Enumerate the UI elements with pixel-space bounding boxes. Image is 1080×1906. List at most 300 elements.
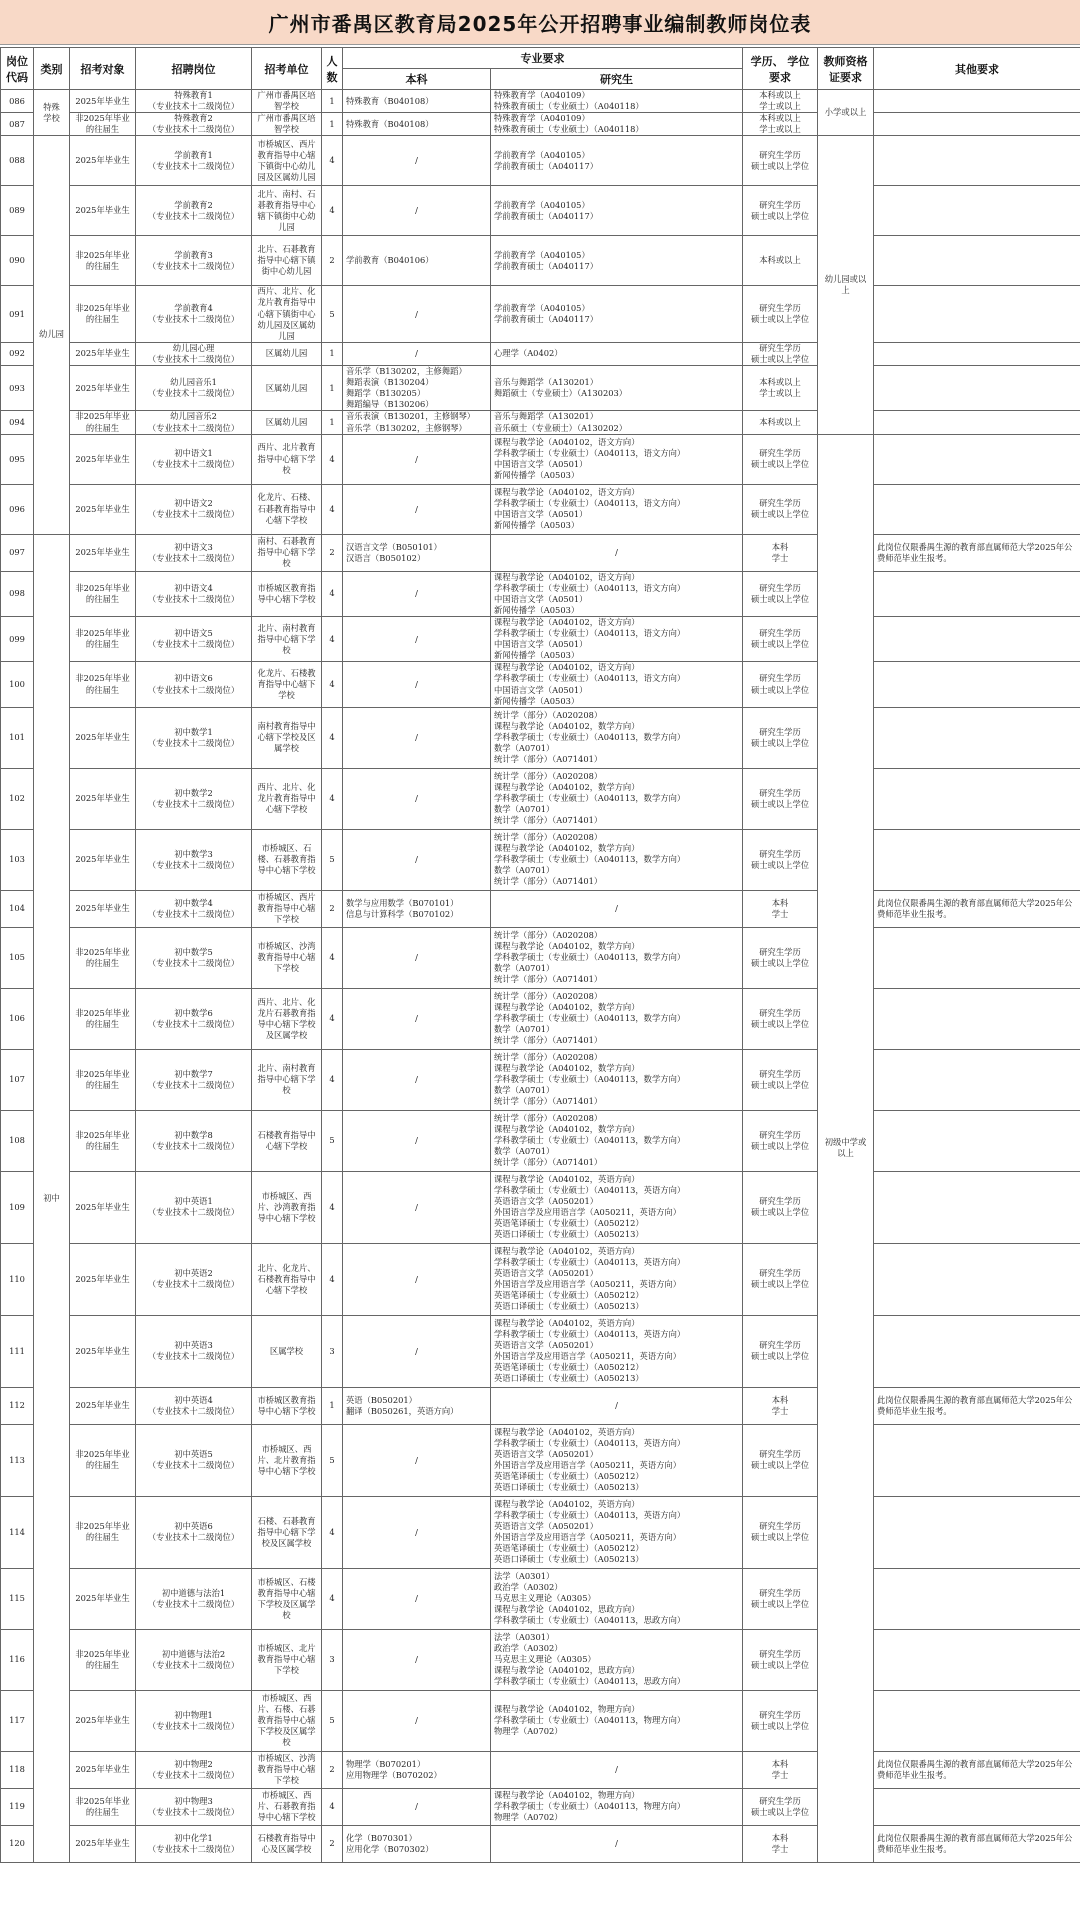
cell-other: [874, 113, 1080, 136]
cell-position: 特殊教育1 （专业技术十二级岗位）: [136, 90, 252, 113]
cell-undergrad-major: 数学与应用数学（B070101） 信息与计算科学（B070102）: [343, 890, 491, 927]
cell-count: 4: [322, 1049, 343, 1110]
cell-count: 4: [322, 927, 343, 988]
cell-unit: 市桥城区、西片、沙湾教育指导中心辖下学校: [252, 1171, 322, 1243]
cell-grad-major: 课程与教学论（A040102，语文方向） 学科教学硕士（专业硕士）（A040113，语文方向） 中国语言文学（A0501） 新闻传播学（A0503）: [491, 434, 743, 484]
cell-count: 4: [322, 1171, 343, 1243]
table-row: [1, 534, 1080, 571]
header-code: 岗位 代码: [1, 48, 34, 90]
cell-unit: 石楼教育指导中心及区属学校: [252, 1825, 322, 1862]
cell-undergrad-major: /: [343, 1629, 491, 1690]
cell-degree: 本科或以上 学士或以上: [743, 366, 818, 411]
cell-count: 2: [322, 890, 343, 927]
table-row: [1, 662, 1080, 707]
cell-other: [874, 927, 1080, 988]
table-row: [1, 136, 1080, 186]
cell-code: 100: [1, 662, 34, 707]
cell-other: [874, 136, 1080, 186]
cell-count: 4: [322, 1496, 343, 1568]
cell-undergrad-major: /: [343, 768, 491, 829]
cell-target: 2025年毕业生: [70, 186, 136, 236]
cell-grad-major: /: [491, 1825, 743, 1862]
cell-position: 初中语文1 （专业技术十二级岗位）: [136, 434, 252, 484]
cell-unit: 北片、石碁教育指导中心辖下镇街中心幼儿园: [252, 236, 322, 286]
cell-cert: 幼儿园或以上: [818, 136, 874, 434]
cell-grad-major: 统计学（部分）（A020208） 课程与教学论（A040102，数学方向） 学科教学硕士（专业硕士）（A040113，数学方向） 数学（A0701） 统计学（部分）（A071401）: [491, 1049, 743, 1110]
cell-unit: 北片、南村、石碁教育指导中心辖下镇街中心幼儿园: [252, 186, 322, 236]
cell-undergrad-major: /: [343, 829, 491, 890]
cell-degree: 本科 学士: [743, 1825, 818, 1862]
cell-target: 非2025年毕业的往届生: [70, 1049, 136, 1110]
table-row: [1, 616, 1080, 661]
cell-unit: 市桥城区、石楼教育指导中心辖下学校及区属学校: [252, 1568, 322, 1629]
cell-target: 2025年毕业生: [70, 1568, 136, 1629]
table-row: [1, 707, 1080, 768]
cell-degree: 研究生学历 硕士或以上学位: [743, 1171, 818, 1243]
cell-other: [874, 411, 1080, 434]
cell-code: 096: [1, 484, 34, 534]
header-degree: 学历、 学位要求: [743, 48, 818, 90]
cell-grad-major: 课程与教学论（A040102，语文方向） 学科教学硕士（专业硕士）（A040113，语文方向） 中国语言文学（A0501） 新闻传播学（A0503）: [491, 571, 743, 616]
cell-target: 2025年毕业生: [70, 1315, 136, 1387]
table-row: [1, 1568, 1080, 1629]
header-position: 招聘岗位: [136, 48, 252, 90]
cell-unit: 市桥城区、沙湾教育指导中心辖下学校: [252, 1751, 322, 1788]
cell-position: 学前教育1 （专业技术十二级岗位）: [136, 136, 252, 186]
cell-target: 2025年毕业生: [70, 1690, 136, 1751]
cell-count: 5: [322, 1690, 343, 1751]
cell-count: 1: [322, 342, 343, 365]
cell-other: [874, 1788, 1080, 1825]
cell-code: 116: [1, 1629, 34, 1690]
cell-grad-major: 学前教育学（A040105） 学前教育硕士（A040117）: [491, 286, 743, 342]
cell-target: 2025年毕业生: [70, 366, 136, 411]
cell-grad-major: /: [491, 534, 743, 571]
cell-other: [874, 1629, 1080, 1690]
cell-count: 4: [322, 1568, 343, 1629]
cell-degree: 本科或以上: [743, 411, 818, 434]
cell-position: 初中道德与法治1 （专业技术十二级岗位）: [136, 1568, 252, 1629]
cell-unit: 西片、北片、化龙片教育指导中心辖下镇街中心幼儿园及区属幼儿园: [252, 286, 322, 342]
cell-position: 学前教育4 （专业技术十二级岗位）: [136, 286, 252, 342]
cell-grad-major: 课程与教学论（A040102，英语方向） 学科教学硕士（专业硕士）（A040113，英语方向） 英语语言文学（A050201） 外国语言学及应用语言学（A050211，英语方向） 英语笔译硕士（专业硕士）（A050212） 英语口译硕士（专业硕士）（A050213）: [491, 1243, 743, 1315]
table-row: [1, 927, 1080, 988]
cell-target: 非2025年毕业的往届生: [70, 1424, 136, 1496]
cell-target: 非2025年毕业的往届生: [70, 988, 136, 1049]
cell-position: 学前教育3 （专业技术十二级岗位）: [136, 236, 252, 286]
cell-other: [874, 484, 1080, 534]
cell-unit: 区属幼儿园: [252, 411, 322, 434]
cell-count: 4: [322, 1788, 343, 1825]
cell-count: 2: [322, 1825, 343, 1862]
cell-count: 3: [322, 1315, 343, 1387]
cell-code: 102: [1, 768, 34, 829]
cell-target: 非2025年毕业的往届生: [70, 1788, 136, 1825]
cell-other: 此岗位仅限番禺生源的教育部直属师范大学2025年公费师范毕业生报考。: [874, 1825, 1080, 1862]
cell-undergrad-major: /: [343, 136, 491, 186]
cell-other: 此岗位仅限番禺生源的教育部直属师范大学2025年公费师范毕业生报考。: [874, 1387, 1080, 1424]
cell-undergrad-major: /: [343, 1243, 491, 1315]
cell-position: 初中英语1 （专业技术十二级岗位）: [136, 1171, 252, 1243]
table-row: [1, 768, 1080, 829]
cell-target: 2025年毕业生: [70, 707, 136, 768]
cell-other: [874, 829, 1080, 890]
cell-degree: 研究生学历 硕士或以上学位: [743, 286, 818, 342]
table-row: [1, 1788, 1080, 1825]
cell-unit: 南村教育指导中心辖下学校及区属学校: [252, 707, 322, 768]
cell-unit: 化龙片、石楼教育指导中心辖下学校: [252, 662, 322, 707]
cell-code: 089: [1, 186, 34, 236]
cell-grad-major: 特殊教育学（A040109） 特殊教育硕士（专业硕士）（A040118）: [491, 90, 743, 113]
cell-other: [874, 571, 1080, 616]
cell-degree: 研究生学历 硕士或以上学位: [743, 1110, 818, 1171]
cell-count: 4: [322, 988, 343, 1049]
cell-degree: 研究生学历 硕士或以上学位: [743, 1315, 818, 1387]
cell-code: 095: [1, 434, 34, 484]
cell-code: 090: [1, 236, 34, 286]
cell-code: 093: [1, 366, 34, 411]
cell-target: 2025年毕业生: [70, 829, 136, 890]
cell-category: 幼儿园: [34, 136, 70, 534]
cell-unit: 南村、石碁教育指导中心辖下学校: [252, 534, 322, 571]
cell-count: 3: [322, 1629, 343, 1690]
cell-position: 初中语文3 （专业技术十二级岗位）: [136, 534, 252, 571]
cell-code: 113: [1, 1424, 34, 1496]
cell-target: 2025年毕业生: [70, 1387, 136, 1424]
cell-degree: 研究生学历 硕士或以上学位: [743, 1243, 818, 1315]
cell-count: 4: [322, 616, 343, 661]
table-row: [1, 366, 1080, 411]
cell-undergrad-major: /: [343, 988, 491, 1049]
cell-other: [874, 286, 1080, 342]
cell-grad-major: 课程与教学论（A040102，语文方向） 学科教学硕士（专业硕士）（A040113，语文方向） 中国语言文学（A0501） 新闻传播学（A0503）: [491, 616, 743, 661]
cell-undergrad-major: /: [343, 1424, 491, 1496]
cell-unit: 区属幼儿园: [252, 366, 322, 411]
header-unit: 招考单位: [252, 48, 322, 90]
cell-target: 2025年毕业生: [70, 768, 136, 829]
cell-count: 5: [322, 286, 343, 342]
cell-count: 5: [322, 829, 343, 890]
cell-undergrad-major: /: [343, 1049, 491, 1110]
cell-position: 学前教育2 （专业技术十二级岗位）: [136, 186, 252, 236]
table-row: [1, 1496, 1080, 1568]
cell-degree: 研究生学历 硕士或以上学位: [743, 768, 818, 829]
cell-undergrad-major: /: [343, 927, 491, 988]
table-row: [1, 829, 1080, 890]
cell-undergrad-major: /: [343, 707, 491, 768]
cell-unit: 西片、北片、化龙片石碁教育指导中心辖下学校及区属学校: [252, 988, 322, 1049]
cell-undergrad-major: 特殊教育（B040108）: [343, 90, 491, 113]
table-row: [1, 1424, 1080, 1496]
cell-other: [874, 707, 1080, 768]
cell-unit: 市桥城区、西片、石楼、石碁教育指导中心辖下学校及区属学校: [252, 1690, 322, 1751]
cell-position: 初中语文6 （专业技术十二级岗位）: [136, 662, 252, 707]
cell-other: [874, 366, 1080, 411]
cell-code: 103: [1, 829, 34, 890]
cell-unit: 区属学校: [252, 1315, 322, 1387]
header-grad: 研究生: [491, 69, 743, 90]
cell-degree: 本科 学士: [743, 890, 818, 927]
cell-target: 非2025年毕业的往届生: [70, 1110, 136, 1171]
cell-position: 幼儿园音乐2 （专业技术十二级岗位）: [136, 411, 252, 434]
cell-position: 初中数学6 （专业技术十二级岗位）: [136, 988, 252, 1049]
page-title-bar: [0, 0, 1080, 45]
cell-grad-major: 音乐与舞蹈学（A130201） 舞蹈硕士（专业硕士）（A130203）: [491, 366, 743, 411]
cell-other: [874, 616, 1080, 661]
cell-code: 092: [1, 342, 34, 365]
header-category: 类别: [34, 48, 70, 90]
cell-count: 2: [322, 236, 343, 286]
cell-target: 2025年毕业生: [70, 484, 136, 534]
cell-grad-major: 音乐与舞蹈学（A130201） 音乐硕士（专业硕士）（A130202）: [491, 411, 743, 434]
cell-position: 初中语文2 （专业技术十二级岗位）: [136, 484, 252, 534]
cell-target: 非2025年毕业的往届生: [70, 236, 136, 286]
cell-undergrad-major: 物理学（B070201） 应用物理学（B070202）: [343, 1751, 491, 1788]
cell-position: 初中语文4 （专业技术十二级岗位）: [136, 571, 252, 616]
cell-other: [874, 1315, 1080, 1387]
cell-count: 4: [322, 707, 343, 768]
header-other: 其他要求: [874, 48, 1080, 90]
cell-grad-major: 统计学（部分）（A020208） 课程与教学论（A040102，数学方向） 学科教学硕士（专业硕士）（A040113，数学方向） 数学（A0701） 统计学（部分）（A071401）: [491, 1110, 743, 1171]
cell-grad-major: /: [491, 1387, 743, 1424]
table-row: [1, 571, 1080, 616]
cell-undergrad-major: /: [343, 1110, 491, 1171]
cell-undergrad-major: /: [343, 616, 491, 661]
header-count: 人数: [322, 48, 343, 90]
cell-degree: 本科 学士: [743, 1387, 818, 1424]
cell-unit: 市桥城区、西片、北片教育指导中心辖下学校: [252, 1424, 322, 1496]
cell-degree: 研究生学历 硕士或以上学位: [743, 616, 818, 661]
cell-degree: 本科 学士: [743, 534, 818, 571]
cell-degree: 研究生学历 硕士或以上学位: [743, 707, 818, 768]
cell-other: 此岗位仅限番禺生源的教育部直属师范大学2025年公费师范毕业生报考。: [874, 534, 1080, 571]
cell-position: 初中英语4 （专业技术十二级岗位）: [136, 1387, 252, 1424]
cell-count: 5: [322, 1110, 343, 1171]
cell-code: 105: [1, 927, 34, 988]
cell-other: [874, 1110, 1080, 1171]
cell-code: 094: [1, 411, 34, 434]
cell-position: 初中物理2 （专业技术十二级岗位）: [136, 1751, 252, 1788]
cell-degree: 研究生学历 硕士或以上学位: [743, 136, 818, 186]
cell-grad-major: 统计学（部分）（A020208） 课程与教学论（A040102，数学方向） 学科教学硕士（专业硕士）（A040113，数学方向） 数学（A0701） 统计学（部分）（A071401）: [491, 768, 743, 829]
cell-target: 非2025年毕业的往届生: [70, 1629, 136, 1690]
table-row: [1, 1110, 1080, 1171]
cell-category: 初中: [34, 534, 70, 1862]
cell-target: 非2025年毕业的往届生: [70, 571, 136, 616]
cell-code: 109: [1, 1171, 34, 1243]
cell-grad-major: 课程与教学论（A040102，英语方向） 学科教学硕士（专业硕士）（A040113，英语方向） 英语语言文学（A050201） 外国语言学及应用语言学（A050211，英语方向） 英语笔译硕士（专业硕士）（A050212） 英语口译硕士（专业硕士）（A050213）: [491, 1171, 743, 1243]
cell-undergrad-major: /: [343, 484, 491, 534]
cell-position: 幼儿园音乐1 （专业技术十二级岗位）: [136, 366, 252, 411]
cell-degree: 研究生学历 硕士或以上学位: [743, 484, 818, 534]
table-row: [1, 1387, 1080, 1424]
table-row: [1, 1171, 1080, 1243]
table-row: [1, 236, 1080, 286]
cell-code: 114: [1, 1496, 34, 1568]
cell-code: 088: [1, 136, 34, 186]
cell-grad-major: 统计学（部分）（A020208） 课程与教学论（A040102，数学方向） 学科教学硕士（专业硕士）（A040113，数学方向） 数学（A0701） 统计学（部分）（A071401）: [491, 927, 743, 988]
cell-unit: 石楼教育指导中心辖下学校: [252, 1110, 322, 1171]
cell-target: 非2025年毕业的往届生: [70, 411, 136, 434]
positions-table: [0, 47, 1080, 1863]
table-row: [1, 1315, 1080, 1387]
cell-code: 099: [1, 616, 34, 661]
cell-position: 初中英语6 （专业技术十二级岗位）: [136, 1496, 252, 1568]
cell-degree: 研究生学历 硕士或以上学位: [743, 1788, 818, 1825]
table-row: [1, 434, 1080, 484]
cell-degree: 研究生学历 硕士或以上学位: [743, 1629, 818, 1690]
cell-grad-major: 课程与教学论（A040102，英语方向） 学科教学硕士（专业硕士）（A040113，英语方向） 英语语言文学（A050201） 外国语言学及应用语言学（A050211，英语方向） 英语笔译硕士（专业硕士）（A050212） 英语口译硕士（专业硕士）（A050213）: [491, 1315, 743, 1387]
cell-target: 非2025年毕业的往届生: [70, 616, 136, 661]
table-row: [1, 890, 1080, 927]
cell-target: 非2025年毕业的往届生: [70, 927, 136, 988]
cell-degree: 研究生学历 硕士或以上学位: [743, 988, 818, 1049]
cell-grad-major: 课程与教学论（A040102，语文方向） 学科教学硕士（专业硕士）（A040113，语文方向） 中国语言文学（A0501） 新闻传播学（A0503）: [491, 484, 743, 534]
cell-grad-major: 学前教育学（A040105） 学前教育硕士（A040117）: [491, 136, 743, 186]
cell-code: 107: [1, 1049, 34, 1110]
table-row: [1, 186, 1080, 236]
cell-grad-major: /: [491, 890, 743, 927]
cell-undergrad-major: /: [343, 434, 491, 484]
cell-undergrad-major: /: [343, 571, 491, 616]
cell-position: 初中数学4 （专业技术十二级岗位）: [136, 890, 252, 927]
cell-code: 120: [1, 1825, 34, 1862]
cell-degree: 研究生学历 硕士或以上学位: [743, 186, 818, 236]
cell-other: [874, 1049, 1080, 1110]
cell-unit: 石楼、石碁教育指导中心辖下学校及区属学校: [252, 1496, 322, 1568]
cell-unit: 市桥城区教育指导中心辖下学校: [252, 571, 322, 616]
cell-unit: 北片、化龙片、石楼教育指导中心辖下学校: [252, 1243, 322, 1315]
cell-target: 2025年毕业生: [70, 90, 136, 113]
cell-undergrad-major: /: [343, 1788, 491, 1825]
cell-other: 此岗位仅限番禺生源的教育部直属师范大学2025年公费师范毕业生报考。: [874, 890, 1080, 927]
cell-other: [874, 1690, 1080, 1751]
cell-position: 初中英语2 （专业技术十二级岗位）: [136, 1243, 252, 1315]
cell-count: 1: [322, 90, 343, 113]
cell-position: 初中语文5 （专业技术十二级岗位）: [136, 616, 252, 661]
cell-count: 4: [322, 662, 343, 707]
cell-degree: 研究生学历 硕士或以上学位: [743, 1496, 818, 1568]
cell-degree: 本科或以上 学士或以上: [743, 90, 818, 113]
cell-unit: 西片、北片、化龙片教育指导中心辖下学校: [252, 768, 322, 829]
table-row: [1, 90, 1080, 113]
cell-grad-major: 统计学（部分）（A020208） 课程与教学论（A040102，数学方向） 学科教学硕士（专业硕士）（A040113，数学方向） 数学（A0701） 统计学（部分）（A071401）: [491, 707, 743, 768]
table-row: [1, 1243, 1080, 1315]
cell-position: 初中数学5 （专业技术十二级岗位）: [136, 927, 252, 988]
cell-other: [874, 1568, 1080, 1629]
cell-target: 2025年毕业生: [70, 1825, 136, 1862]
cell-target: 非2025年毕业的往届生: [70, 286, 136, 342]
cell-degree: 研究生学历 硕士或以上学位: [743, 1568, 818, 1629]
cell-degree: 研究生学历 硕士或以上学位: [743, 1424, 818, 1496]
cell-undergrad-major: /: [343, 1568, 491, 1629]
page-title: 广州市番禺区教育局2025年公开招聘事业编制教师岗位表: [268, 11, 812, 36]
cell-target: 2025年毕业生: [70, 1171, 136, 1243]
cell-degree: 研究生学历 硕士或以上学位: [743, 1690, 818, 1751]
cell-position: 初中道德与法治2 （专业技术十二级岗位）: [136, 1629, 252, 1690]
cell-undergrad-major: 学前教育（B040106）: [343, 236, 491, 286]
cell-degree: 本科或以上 学士或以上: [743, 113, 818, 136]
cell-code: 091: [1, 286, 34, 342]
cell-position: 初中数学7 （专业技术十二级岗位）: [136, 1049, 252, 1110]
cell-position: 初中物理1 （专业技术十二级岗位）: [136, 1690, 252, 1751]
cell-grad-major: 课程与教学论（A040102，物理方向） 学科教学硕士（专业硕士）（A040113，物理方向） 物理学（A0702）: [491, 1788, 743, 1825]
cell-cert: 小学或以上: [818, 90, 874, 136]
cell-count: 4: [322, 186, 343, 236]
cell-other: [874, 342, 1080, 365]
cell-grad-major: 统计学（部分）（A020208） 课程与教学论（A040102，数学方向） 学科教学硕士（专业硕士）（A040113，数学方向） 数学（A0701） 统计学（部分）（A071401）: [491, 988, 743, 1049]
cell-target: 2025年毕业生: [70, 890, 136, 927]
cell-grad-major: 法学（A0301） 政治学（A0302） 马克思主义理论（A0305） 课程与教学论（A040102，思政方向） 学科教学硕士（专业硕士）（A040113，思政方向）: [491, 1568, 743, 1629]
table-row: [1, 411, 1080, 434]
cell-position: 初中英语5 （专业技术十二级岗位）: [136, 1424, 252, 1496]
table-row: [1, 342, 1080, 365]
cell-code: 110: [1, 1243, 34, 1315]
cell-count: 4: [322, 768, 343, 829]
cell-target: 2025年毕业生: [70, 534, 136, 571]
cell-degree: 研究生学历 硕士或以上学位: [743, 434, 818, 484]
table-row: [1, 1629, 1080, 1690]
cell-undergrad-major: /: [343, 342, 491, 365]
table-row: [1, 484, 1080, 534]
cell-other: [874, 1424, 1080, 1496]
cell-undergrad-major: /: [343, 1315, 491, 1387]
cell-target: 非2025年毕业的往届生: [70, 113, 136, 136]
cell-count: 4: [322, 434, 343, 484]
cell-grad-major: 统计学（部分）（A020208） 课程与教学论（A040102，数学方向） 学科教学硕士（专业硕士）（A040113，数学方向） 数学（A0701） 统计学（部分）（A071401）: [491, 829, 743, 890]
cell-undergrad-major: 音乐学（B130202，主修舞蹈） 舞蹈表演（B130204） 舞蹈学（B130205） 舞蹈编导（B130206）: [343, 366, 491, 411]
cell-category: 特殊 学校: [34, 90, 70, 136]
cell-grad-major: 法学（A0301） 政治学（A0302） 马克思主义理论（A0305） 课程与教学论（A040102，思政方向） 学科教学硕士（专业硕士）（A040113，思政方向）: [491, 1629, 743, 1690]
cell-target: 2025年毕业生: [70, 1243, 136, 1315]
cell-other: [874, 1171, 1080, 1243]
cell-position: 特殊教育2 （专业技术十二级岗位）: [136, 113, 252, 136]
cell-code: 086: [1, 90, 34, 113]
cell-code: 117: [1, 1690, 34, 1751]
cell-undergrad-major: 化学（B070301） 应用化学（B070302）: [343, 1825, 491, 1862]
header-undergrad: 本科: [343, 69, 491, 90]
cell-position: 初中数学2 （专业技术十二级岗位）: [136, 768, 252, 829]
cell-count: 1: [322, 1387, 343, 1424]
cell-other: [874, 434, 1080, 484]
cell-undergrad-major: /: [343, 1496, 491, 1568]
cell-count: 4: [322, 136, 343, 186]
cell-unit: 市桥城区、西片、石碁教育指导中心辖下学校: [252, 1788, 322, 1825]
cell-code: 098: [1, 571, 34, 616]
cell-other: [874, 1243, 1080, 1315]
cell-count: 4: [322, 1243, 343, 1315]
cell-unit: 化龙片、石楼、石碁教育指导中心辖下学校: [252, 484, 322, 534]
cell-target: 非2025年毕业的往届生: [70, 662, 136, 707]
table-row: [1, 113, 1080, 136]
cell-other: [874, 768, 1080, 829]
cell-other: [874, 236, 1080, 286]
cell-undergrad-major: /: [343, 186, 491, 236]
table-row: [1, 1825, 1080, 1862]
cell-other: [874, 186, 1080, 236]
cell-code: 087: [1, 113, 34, 136]
cell-undergrad-major: 英语（B050201） 翻译（B050261，英语方向）: [343, 1387, 491, 1424]
cell-code: 104: [1, 890, 34, 927]
cell-unit: 广州市番禺区培智学校: [252, 90, 322, 113]
cell-code: 118: [1, 1751, 34, 1788]
cell-position: 初中物理3 （专业技术十二级岗位）: [136, 1788, 252, 1825]
cell-grad-major: 课程与教学论（A040102，物理方向） 学科教学硕士（专业硕士）（A040113，物理方向） 物理学（A0702）: [491, 1690, 743, 1751]
cell-unit: 广州市番禺区培智学校: [252, 113, 322, 136]
cell-position: 初中英语3 （专业技术十二级岗位）: [136, 1315, 252, 1387]
cell-undergrad-major: 汉语言文学（B050101） 汉语言（B050102）: [343, 534, 491, 571]
cell-degree: 研究生学历 硕士或以上学位: [743, 1049, 818, 1110]
